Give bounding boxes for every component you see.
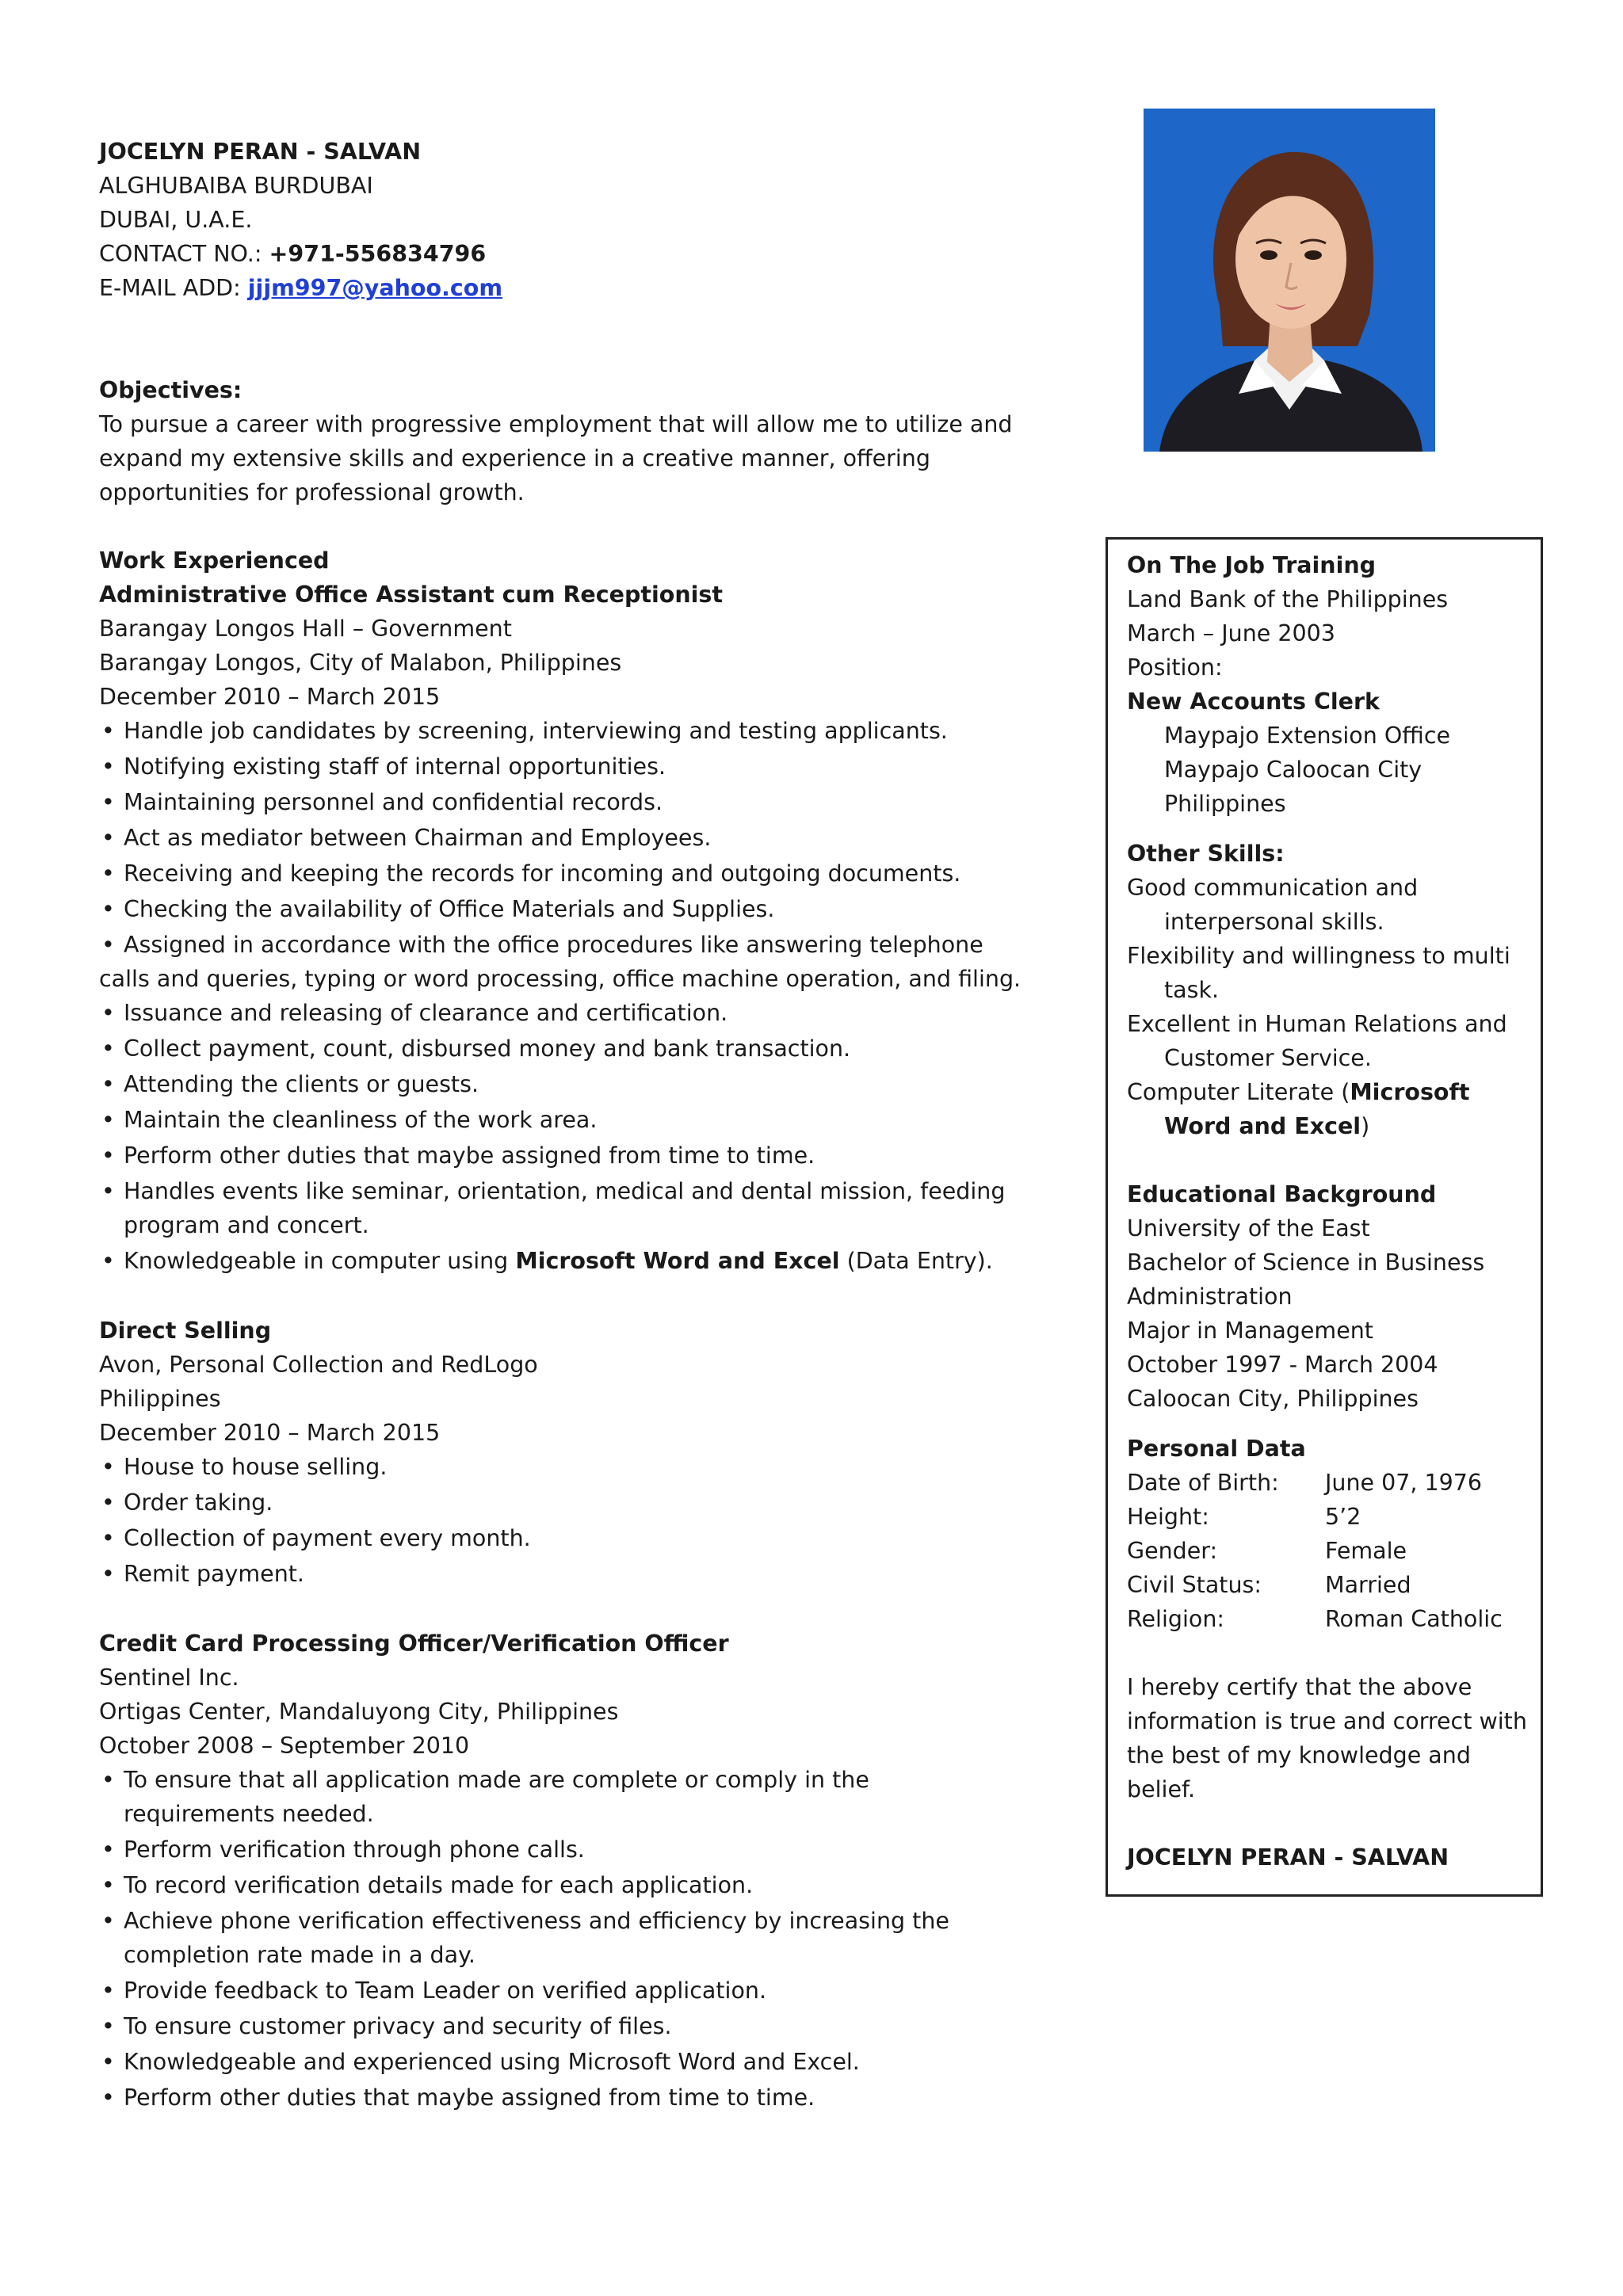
objectives-line: expand my extensive skills and experience in a creative manner, offering — [99, 445, 930, 471]
list-item: • Knowledgeable and experienced using Microsoft Word and Excel. — [99, 2045, 1002, 2079]
education-degree: Bachelor of Science in Business Administration — [1127, 1249, 1485, 1310]
job-company: Sentinel Inc. — [99, 1665, 239, 1691]
list-item: • Provide feedback to Team Leader on verified application. — [99, 1974, 1002, 2008]
education-major: Major in Management — [1127, 1318, 1373, 1344]
list-item: • Order taking. — [99, 1486, 1074, 1520]
job-duties-list — [99, 1450, 1074, 1591]
job-duties-list-continued — [99, 996, 1074, 1278]
list-item: • Issuance and releasing of clearance and certification. — [99, 996, 1074, 1030]
list-item-bold: Microsoft Word and Excel — [515, 1248, 840, 1274]
ojt-company: Land Bank of the Philippines — [1127, 586, 1449, 612]
objectives-line: To pursue a career with progressive employment that will allow me to utilize and — [99, 411, 1013, 437]
signature-name: JOCELYN PERAN - SALVAN — [1127, 1844, 1449, 1871]
ojt-position-label: Position: — [1127, 654, 1223, 681]
job-title: Direct Selling — [99, 1318, 272, 1344]
address-line-1: ALGHUBAIBA BURDUBAI — [99, 173, 373, 199]
personal-heading: Personal Data — [1127, 1436, 1306, 1462]
job-duties-list — [99, 1763, 1002, 2115]
job-company: Barangay Longos Hall – Government — [99, 616, 512, 642]
job-dates: October 2008 – September 2010 — [99, 1733, 470, 1759]
personal-value: June 07, 1976 — [1325, 1470, 1483, 1496]
list-item: • Act as mediator between Chairman and Employees. — [99, 821, 1074, 855]
job-duties-list — [99, 714, 1074, 962]
list-item: • Perform other duties that maybe assigned from time to time. — [99, 2081, 1002, 2115]
list-item: • Collection of payment every month. — [99, 1521, 1074, 1555]
list-item: • Perform verification through phone calls. — [99, 1833, 1002, 1867]
education-school: University of the East — [1127, 1215, 1370, 1241]
list-item-text: (Data Entry). — [839, 1248, 993, 1274]
email-label: E-MAIL ADD: — [99, 275, 248, 301]
job-company: Avon, Personal Collection and RedLogo — [99, 1352, 538, 1378]
email — [99, 271, 1074, 305]
sidebar-column — [1127, 548, 1531, 1875]
personal-row — [1127, 1466, 1531, 1500]
personal-label: Religion: — [1127, 1606, 1225, 1632]
list-item: • Maintaining personnel and confidential records. — [99, 785, 1074, 819]
education-location: Caloocan City, Philippines — [1127, 1386, 1419, 1412]
email-link[interactable]: jjjm997@yahoo.com — [247, 275, 503, 301]
list-item: • Remit payment. — [99, 1557, 1074, 1591]
list-item: • To ensure customer privacy and security of files. — [99, 2009, 1002, 2043]
personal-value: 5’2 — [1325, 1504, 1361, 1530]
list-item: • House to house selling. — [99, 1450, 1074, 1484]
personal-row — [1127, 1500, 1531, 1534]
list-item — [99, 928, 1074, 962]
contact-number — [99, 237, 1074, 271]
ojt-city: Maypajo Caloocan City — [1164, 757, 1423, 783]
job-location: Philippines — [99, 1386, 221, 1412]
work-heading: Work Experienced — [99, 547, 330, 574]
list-item: • Checking the availability of Office Materials and Supplies. — [99, 892, 1074, 926]
certification-text: I hereby certify that the above information is true and correct with the best of my knowledge and belief. — [1127, 1674, 1527, 1802]
contact-label: CONTACT NO.: — [99, 241, 269, 267]
list-item: • Maintain the cleanliness of the work area. — [99, 1103, 1074, 1137]
list-item: • To ensure that all application made are complete or comply in the requirements needed. — [99, 1763, 1002, 1831]
personal-value: Female — [1325, 1538, 1407, 1564]
objectives-heading: Objectives: — [99, 377, 242, 403]
objectives-line: opportunities for professional growth. — [99, 479, 525, 505]
job-location: Ortigas Center, Mandaluyong City, Philippines — [99, 1699, 619, 1725]
skill-item: Good communication and interpersonal skills. — [1127, 875, 1419, 935]
ojt-office: Maypajo Extension Office — [1164, 723, 1451, 749]
job-dates: December 2010 – March 2015 — [99, 684, 441, 710]
list-item: • Attending the clients or guests. — [99, 1067, 1074, 1101]
list-item-continuation: calls and queries, typing or word processing, office machine operation, and filing. — [99, 966, 1022, 992]
job-title: Credit Card Processing Officer/Verification Officer — [99, 1630, 729, 1657]
skills-heading: Other Skills: — [1127, 841, 1285, 867]
list-item: • To record verification details made for each application. — [99, 1868, 1002, 1902]
profile-photo — [1144, 109, 1435, 452]
personal-row — [1127, 1534, 1531, 1568]
education-dates: October 1997 - March 2004 — [1127, 1352, 1438, 1378]
ojt-dates: March – June 2003 — [1127, 620, 1335, 646]
list-item: • Achieve phone verification effectiveness and efficiency by increasing the completion rate made in a day. — [99, 1904, 1002, 1972]
personal-label: Height: — [1127, 1504, 1209, 1530]
personal-row — [1127, 1602, 1531, 1636]
job-dates: December 2010 – March 2015 — [99, 1420, 441, 1446]
address-line-2: DUBAI, U.A.E. — [99, 207, 253, 233]
skill-item — [1127, 1075, 1531, 1143]
education-heading: Educational Background — [1127, 1181, 1437, 1207]
personal-label: Gender: — [1127, 1538, 1218, 1564]
list-item-text: Knowledgeable in computer using — [124, 1248, 516, 1274]
personal-label: Civil Status: — [1127, 1572, 1262, 1598]
personal-value: Married — [1325, 1572, 1411, 1598]
list-item-line: Assigned in accordance with the office procedures like answering telephone — [124, 932, 983, 958]
contact-value: +971-556834796 — [269, 241, 487, 267]
list-item: • Handles events like seminar, orientation, medical and dental mission, feeding program and concert. — [99, 1174, 1074, 1242]
skill-text: ) — [1361, 1113, 1370, 1139]
personal-label: Date of Birth: — [1127, 1470, 1279, 1496]
skill-item: Excellent in Human Relations and Customer Service. — [1127, 1011, 1507, 1071]
list-item: • Receiving and keeping the records for incoming and outgoing documents. — [99, 856, 1074, 891]
list-item: • Collect payment, count, disbursed money and bank transaction. — [99, 1032, 1074, 1066]
skill-bold: Microsoft Word and Excel — [1164, 1079, 1470, 1139]
ojt-country: Philippines — [1164, 791, 1286, 817]
list-item — [99, 1244, 1074, 1278]
applicant-name: JOCELYN PERAN - SALVAN — [99, 139, 422, 165]
skill-text: Computer Literate ( — [1127, 1079, 1350, 1105]
list-item: • Handle job candidates by screening, interviewing and testing applicants. — [99, 714, 1074, 748]
job-title: Administrative Office Assistant cum Receptionist — [99, 582, 723, 608]
ojt-heading: On The Job Training — [1127, 552, 1377, 578]
main-column — [99, 135, 1074, 2116]
ojt-position: New Accounts Clerk — [1127, 688, 1380, 715]
skill-item: Flexibility and willingness to multi task. — [1127, 943, 1510, 1003]
list-item: • Notifying existing staff of internal opportunities. — [99, 749, 1074, 784]
list-item: • Perform other duties that maybe assigned from time to time. — [99, 1138, 1074, 1173]
personal-value: Roman Catholic — [1325, 1606, 1503, 1632]
personal-row — [1127, 1568, 1531, 1602]
job-location: Barangay Longos, City of Malabon, Philippines — [99, 650, 622, 676]
